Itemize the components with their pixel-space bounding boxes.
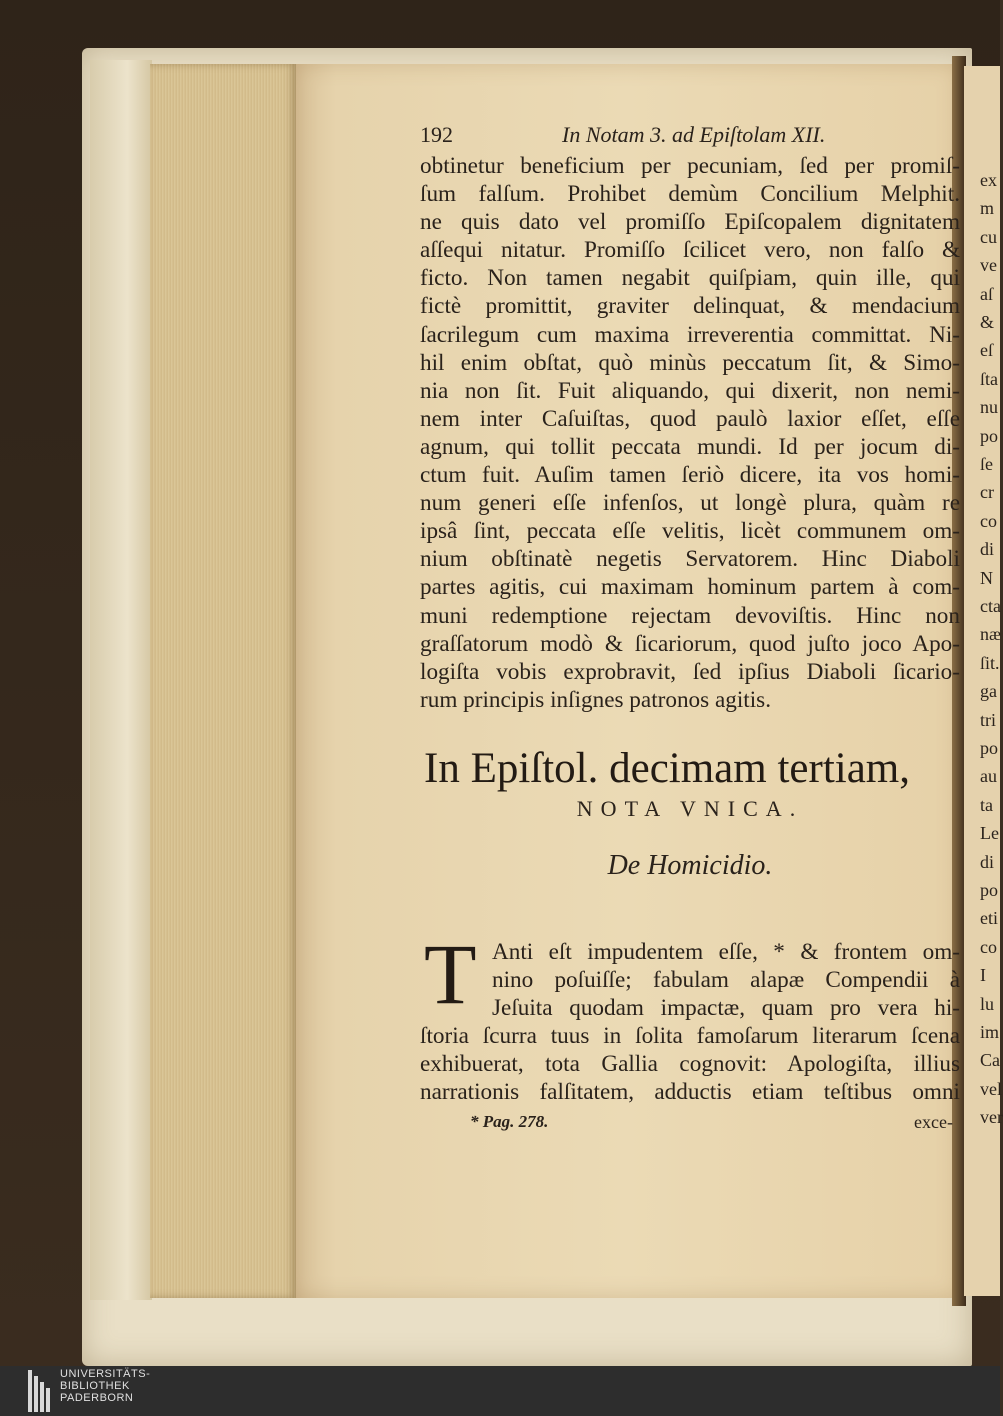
- right-page-text-fragment: ta: [980, 794, 993, 815]
- text-line: ſacrilegum cum maxima irreverentia committat. Ni-: [420, 321, 960, 348]
- cover-edge: [90, 60, 152, 1300]
- right-page-text-fragment: lu: [980, 993, 995, 1014]
- text-line: ipsâ ſint, peccata eſſe velitis, licèt communem om-: [420, 518, 960, 545]
- right-page-text-fragment: di: [980, 539, 995, 560]
- text-line: ctum fuit. Auſim tamen ſeriò dicere, ita vos homi-: [420, 462, 960, 489]
- text-line: num generi eſſe infenſos, ut longè plura, quàm re: [420, 490, 960, 517]
- right-page-text-fragment: nu: [980, 397, 998, 418]
- text-line: hil enim obſtat, quò minùs peccatum ſit, & Simo-: [420, 349, 960, 376]
- running-title: In Notam 3. ad Epiſtolam XII.: [562, 122, 826, 147]
- text-line: nino poſuiſſe; fabulam alapæ Compendii à: [492, 967, 960, 994]
- right-page-text-fragment: Ca: [980, 1050, 1000, 1071]
- right-page-text-fragment: cr: [980, 482, 994, 503]
- right-page-text-fragment: co: [980, 510, 997, 531]
- right-page-text-fragment: ſe: [980, 454, 993, 474]
- right-page-text-fragment: po: [980, 738, 998, 758]
- text-line: ſtoria ſcurra tuus in ſolita famoſarum literarum ſcena: [420, 1023, 960, 1050]
- section-heading: De Homicidio.: [607, 850, 773, 881]
- section-title: In Epiſtol. decimam tertiam,: [424, 745, 910, 792]
- text-line: ficto. Non tamen negabit quiſpiam, quin ille, qui: [420, 265, 960, 292]
- library-name: [60, 1368, 150, 1404]
- library-name-line3: PADERBORN: [60, 1392, 134, 1404]
- text-line: Jeſuita quodam impactæ, quam pro vera hi-: [492, 995, 960, 1022]
- page-number: 192: [420, 122, 453, 147]
- text-line: partes agitis, cui maximam hominum partem à com-: [420, 574, 960, 601]
- text-line: ſum falſum. Prohibet demùm Concilium Melphit.: [420, 181, 960, 208]
- right-page-text-fragment: cu: [980, 226, 997, 247]
- text-line: obtinetur beneficium per pecuniam, ſed per promiſ-: [420, 153, 960, 179]
- right-page-text-fragment: ver: [980, 1107, 1003, 1128]
- page-block-edge: [150, 64, 296, 1298]
- drop-cap: T: [424, 926, 477, 1022]
- text-line: nem inter Caſuiſtas, quod paulò laxior eſſet, eſſe: [420, 405, 960, 432]
- right-page-text-fragment: au: [980, 766, 997, 787]
- text-line: graſſatorum modò & ſicariorum, quod juſto joco Apo-: [420, 630, 960, 657]
- right-page-text-fragment: eti: [980, 908, 998, 929]
- text-line: exhibuerat, tota Gallia cognovit: Apologiſta, illius: [420, 1051, 960, 1078]
- right-page-text-fragment: po: [980, 880, 998, 900]
- text-line: nia non ſit. Fuit aliquando, qui dixerit, non nemi-: [420, 377, 960, 404]
- text-line: ne quis dato vel promiſſo Epiſcopalem dignitatem: [420, 209, 960, 236]
- library-logo-icon: [28, 1370, 50, 1412]
- right-page-text-fragment: næ: [980, 624, 1002, 645]
- right-page-text-fragment: aſ: [980, 283, 993, 304]
- section-subtitle: NOTA VNICA.: [576, 796, 804, 821]
- right-page-text-fragment: &: [980, 312, 995, 332]
- text-line: agnum, qui tollit peccata mundi. Id per jocum di-: [420, 433, 960, 460]
- text-line: rum principis inſignes patronos agitis.: [420, 686, 771, 713]
- library-name-line2: BIBLIOTHEK: [60, 1380, 130, 1392]
- text-line: muni redemptione rejectam devoviſtis. Hinc non: [420, 602, 960, 629]
- body-text: [420, 152, 960, 714]
- right-page-text-fragment: ex: [980, 170, 997, 190]
- right-page-text-fragment: ga: [980, 681, 997, 702]
- right-page-text-fragment: co: [980, 936, 997, 957]
- text-line: aſſequi nitatur. Promiſſo ſcilicet vero, non falſo &: [420, 237, 960, 264]
- text-line: nium obſtinatè negetis Servatorem. Hinc Diaboli: [420, 546, 960, 573]
- catchword: exce-: [914, 1112, 953, 1132]
- text-line: fictè promittit, graviter delinquat, & mendacium: [420, 293, 960, 320]
- right-page-text-fragment: I: [980, 965, 986, 986]
- right-page-text-fragment: vel: [980, 1078, 1002, 1099]
- footnote: * Pag. 278.: [470, 1112, 549, 1131]
- paragraph-homicidio: [420, 938, 960, 1107]
- right-page-text-fragment: im: [980, 1022, 1000, 1042]
- right-page-text-fragment: Le: [980, 823, 999, 844]
- right-page-text-fragment: N: [980, 567, 993, 588]
- right-page-text-fragment: di: [980, 851, 995, 872]
- text-line: narrationis falſitatem, adductis etiam teſtibus omni: [420, 1079, 960, 1106]
- right-page-text-fragment: po: [980, 425, 998, 446]
- right-page-text-fragment: eſ: [980, 340, 993, 361]
- right-page-text-fragment: m: [980, 198, 995, 219]
- text-line: Anti eſt impudentem eſſe, * & frontem om-: [492, 939, 960, 965]
- right-page-text-fragment: cta: [980, 596, 1001, 616]
- text-line: logiſta vobis exprobravit, ſed ipſius Diaboli ſicario-: [420, 658, 960, 685]
- right-page-text-fragment: ſit.: [980, 652, 1000, 673]
- right-page-fragment: [964, 66, 1003, 1296]
- right-page-text-fragment: ve: [980, 255, 997, 276]
- right-page-text-fragment: tri: [980, 709, 996, 730]
- library-name-line1: UNIVERSITÄTS-: [60, 1368, 151, 1380]
- right-page-text-fragment: ſta: [980, 368, 998, 389]
